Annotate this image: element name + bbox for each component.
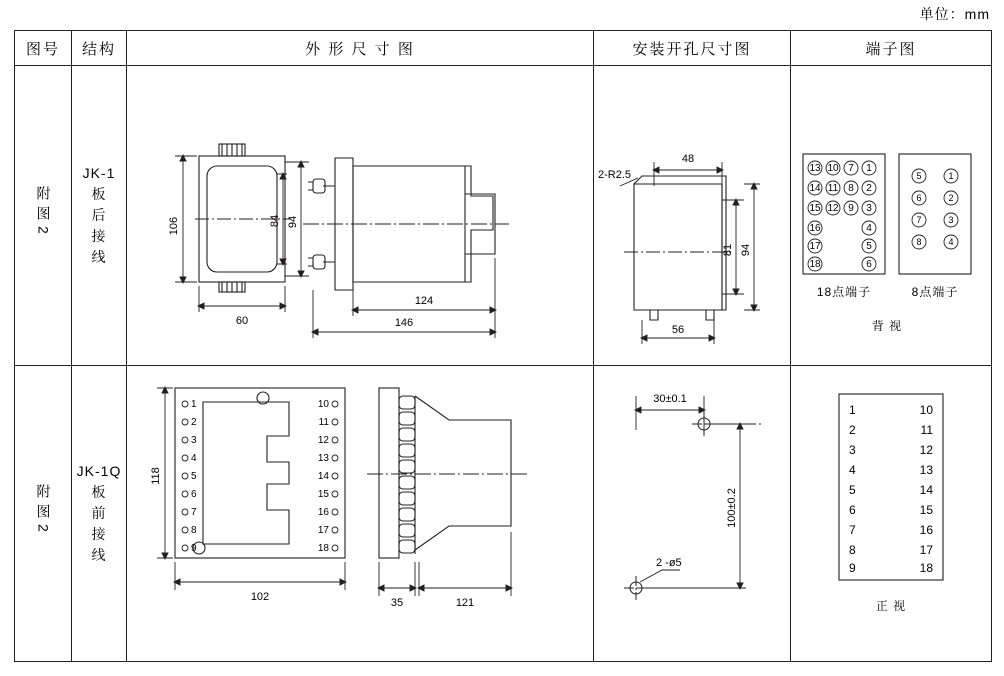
terminal-num: 10	[919, 403, 933, 417]
terminal-drawing-cell-2	[791, 366, 992, 662]
terminal-num: 15	[809, 203, 821, 214]
dim-106: 106	[168, 216, 180, 236]
terminal-num: 8	[848, 183, 854, 194]
jk1q-mounting-svg	[594, 366, 788, 658]
terminal-num: 6	[849, 503, 856, 517]
jk1q-outline-svg	[127, 366, 591, 658]
mounting-drawing-cell-1	[594, 66, 791, 366]
terminal-num: 8	[849, 543, 856, 557]
table-row	[15, 66, 992, 366]
terminal-num: 18	[809, 259, 821, 270]
terminal-right-num: 10	[317, 399, 329, 410]
dim-146: 146	[394, 317, 414, 329]
terminal-num: 3	[948, 215, 954, 225]
terminal-num: 18	[919, 561, 933, 575]
terminal-block-label-8: 8点端子	[911, 285, 959, 299]
terminal-left-num: 7	[191, 507, 197, 518]
terminal-num: 6	[916, 193, 922, 203]
header-outline: 外 形 尺 寸 图	[127, 31, 594, 66]
terminal-num: 3	[849, 443, 856, 457]
terminal-left-num: 2	[191, 417, 197, 428]
mounting-drawing-cell-2	[594, 366, 791, 662]
terminal-right-num: 12	[317, 435, 329, 446]
terminal-left-num: 6	[191, 489, 197, 500]
dim-94-mounting: 94	[740, 243, 752, 257]
outline-drawing-cell-1	[127, 66, 594, 366]
dim-124: 124	[414, 295, 434, 307]
terminal-num: 2	[948, 193, 954, 203]
terminal-num: 6	[866, 259, 872, 270]
terminal-num: 12	[827, 203, 839, 214]
terminal-num: 1	[866, 163, 872, 174]
dimension-table	[14, 30, 992, 662]
structure-line-3: 接	[91, 228, 107, 244]
terminal-num: 3	[866, 203, 872, 214]
jk1-outline-svg	[127, 66, 591, 362]
structure-line-4: 线	[91, 547, 107, 563]
structure-line-1: 板	[91, 484, 107, 500]
terminal-left-num: 5	[191, 471, 197, 482]
terminal-right-num: 13	[317, 453, 329, 464]
terminal-num: 2	[849, 423, 856, 437]
terminal-right-num: 16	[317, 507, 329, 518]
terminal-num: 4	[948, 237, 954, 247]
terminal-num: 9	[849, 561, 856, 575]
terminal-num: 13	[809, 163, 821, 174]
structure-line-2: 前	[91, 505, 107, 521]
terminal-block-label-18: 18点端子	[816, 285, 872, 299]
dim-2-d5: 2 -ø5	[656, 557, 682, 569]
structure-line-0: JK-1Q	[76, 463, 122, 479]
jk1q-terminal-svg	[791, 366, 989, 658]
structure-line-4: 线	[91, 249, 107, 265]
dim-35: 35	[390, 597, 404, 609]
dim-118: 118	[150, 467, 162, 485]
terminal-num: 7	[916, 215, 922, 225]
terminal-num: 16	[809, 223, 821, 234]
terminal-right-num: 18	[317, 543, 329, 554]
terminal-num: 5	[849, 483, 856, 497]
terminal-num: 14	[919, 483, 933, 497]
terminal-num: 4	[866, 223, 872, 234]
header-mounting: 安装开孔尺寸图	[594, 31, 791, 66]
terminal-num: 17	[809, 241, 821, 252]
dim-56: 56	[671, 324, 685, 336]
terminal-num: 10	[827, 163, 839, 174]
dim-102: 102	[250, 591, 270, 603]
dim-48: 48	[681, 153, 695, 165]
terminal-num: 15	[919, 503, 933, 517]
structure-line-2: 后	[91, 207, 107, 223]
dim-84: 84	[269, 214, 281, 228]
header-structure: 结构	[72, 31, 127, 66]
terminal-num: 9	[848, 203, 854, 214]
structure-cell-1	[72, 66, 127, 366]
terminal-right-num: 15	[317, 489, 329, 500]
terminal-num: 12	[919, 443, 933, 457]
terminal-left-num: 8	[191, 525, 197, 536]
terminal-num: 4	[849, 463, 856, 477]
terminal-num: 16	[919, 523, 933, 537]
terminal-view-label: 背 视	[871, 319, 903, 333]
terminal-num: 1	[849, 403, 856, 417]
figure-no-char-1: 附图2	[35, 185, 52, 240]
table-header-row	[15, 31, 992, 66]
terminal-num: 13	[919, 463, 933, 477]
outline-drawing-cell-2	[127, 366, 594, 662]
terminal-drawing-cell-1	[791, 66, 992, 366]
dim-94: 94	[287, 215, 299, 229]
terminal-num: 8	[916, 237, 922, 247]
terminal-right-num: 11	[318, 417, 329, 428]
terminal-num: 5	[866, 241, 872, 252]
terminal-left-num: 1	[191, 399, 197, 410]
terminal-right-num: 14	[317, 471, 329, 482]
unit-note: 单位：mm	[919, 6, 990, 22]
terminal-num: 5	[916, 171, 922, 181]
dim-60: 60	[235, 315, 249, 327]
terminal-num: 7	[849, 523, 856, 537]
structure-line-3: 接	[91, 526, 107, 542]
structure-line-0: JK-1	[82, 165, 116, 181]
jk1-mounting-svg	[594, 66, 788, 362]
terminal-num: 1	[948, 171, 954, 181]
terminal-left-num: 4	[191, 453, 197, 464]
terminal-view-label: 正 视	[875, 599, 907, 613]
terminal-right-num: 17	[317, 525, 329, 536]
dim-100: 100±0.2	[726, 488, 738, 528]
figure-no-cell-1	[15, 66, 72, 366]
terminal-num: 14	[809, 183, 821, 194]
structure-line-1: 板	[91, 186, 107, 202]
dim-121: 121	[455, 597, 475, 609]
terminal-num: 7	[848, 163, 854, 174]
terminal-num: 2	[866, 183, 872, 194]
structure-cell-2	[72, 366, 127, 662]
dim-2-r25: 2-R2.5	[598, 169, 632, 181]
figure-no-cell-2	[15, 366, 72, 662]
header-figure-no: 图号	[15, 31, 72, 66]
table-row	[15, 366, 992, 662]
terminal-num: 17	[919, 543, 933, 557]
jk1-terminal-svg	[791, 66, 989, 362]
terminal-num: 11	[920, 423, 933, 437]
dim-30: 30±0.1	[653, 393, 687, 405]
figure-no-char-2: 附图2	[35, 483, 52, 538]
header-terminal: 端子图	[791, 31, 992, 66]
terminal-left-num: 9	[191, 543, 197, 554]
dim-81: 81	[722, 243, 734, 257]
terminal-left-num: 3	[191, 435, 197, 446]
terminal-num: 11	[827, 183, 839, 194]
